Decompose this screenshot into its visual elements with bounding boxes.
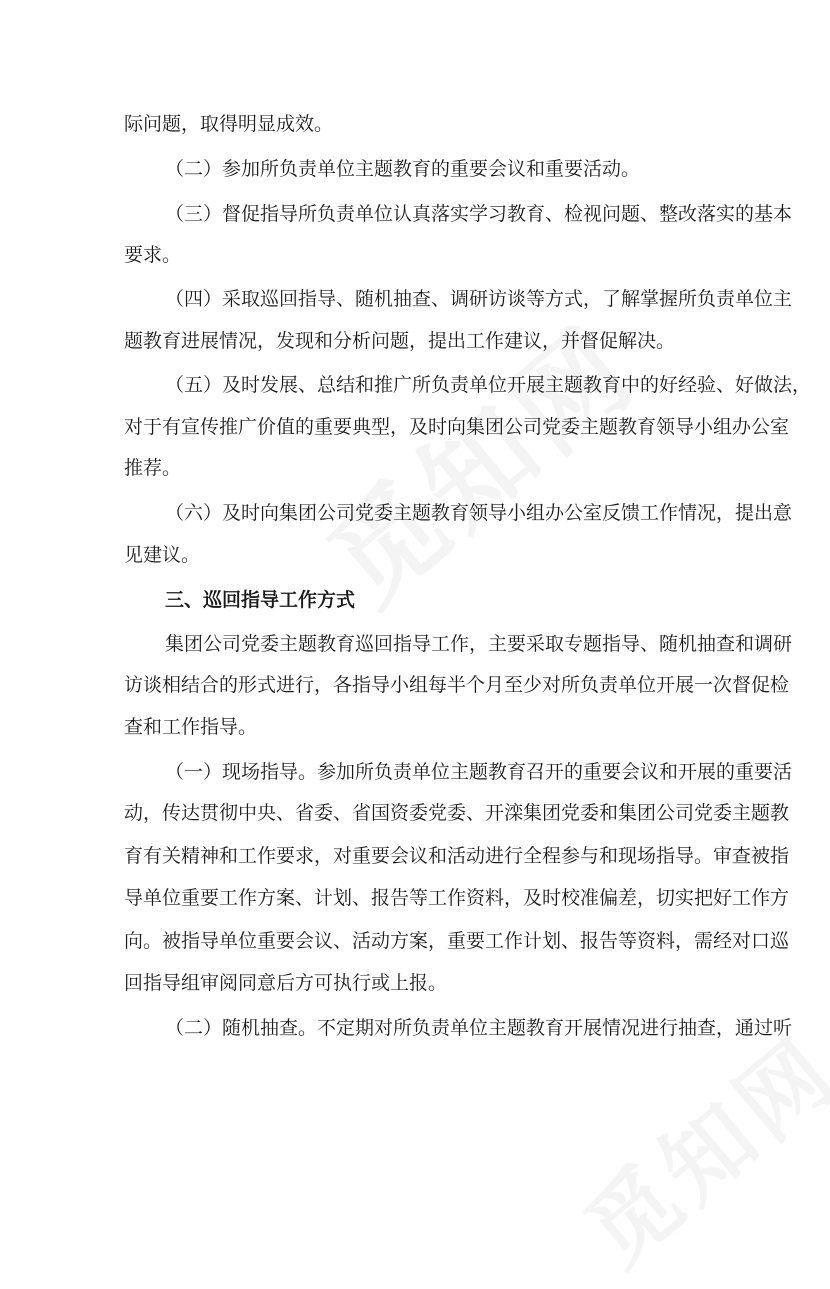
text-line: （三）督促指导所负责单位认真落实学习教育、检视问题、整改落实的基本: [165, 203, 793, 225]
text-line: （一）现场指导。参加所负责单位主题教育召开的重要会议和开展的重要活: [165, 761, 793, 783]
watermark: [553, 1001, 830, 1289]
text-line: 题教育进展情况，发现和分析问题，提出工作建议，并督促解决。: [124, 330, 676, 352]
text-line: 际问题，取得明显成效。: [124, 113, 334, 135]
text-line: （二）随机抽查。不定期对所负责单位主题教育开展情况进行抽查，通过听: [165, 1017, 793, 1039]
text-line: 导单位重要工作方案、计划、报告等工作资料，及时校准偏差，切实把好工作方: [124, 887, 790, 909]
text-line: 访谈相结合的形式进行，各指导小组每半个月至少对所负责单位开展一次督促检: [124, 674, 790, 696]
text-line: 要求。: [124, 244, 182, 266]
text-line: （六）及时向集团公司党委主题教育领导小组办公室反馈工作情况，提出意: [165, 502, 793, 524]
text-line: 育有关精神和工作要求，对重要会议和活动进行全程参与和现场指导。审查被指: [124, 845, 790, 867]
text-line: 对于有宣传推广价值的重要典型，及时向集团公司党委主题教育领导小组办公室: [124, 416, 790, 438]
text-line: 见建议。: [124, 544, 201, 566]
text-line: 向。被指导单位重要会议、活动方案，重要工作计划、报告等资料，需经对口巡: [124, 930, 790, 952]
text-line: 回指导组审阅同意后方可执行或上报。: [124, 972, 448, 994]
text-line: 集团公司党委主题教育巡回指导工作，主要采取专题指导、随机抽查和调研: [165, 633, 793, 655]
section-heading: 三、巡回指导工作方式: [165, 589, 356, 611]
text-line: （四）采取巡回指导、随机抽查、调研访谈等方式，了解掌握所负责单位主: [165, 288, 793, 310]
text-line: 推荐。: [124, 457, 182, 479]
text-line: 查和工作指导。: [124, 716, 258, 738]
text-line: （二）参加所负责单位主题教育的重要会议和重要活动。: [165, 158, 641, 180]
text-line: （五）及时发展、总结和推广所负责单位开展主题教育中的好经验、好做法，: [165, 374, 812, 396]
text-line: 动，传达贯彻中央、省委、省国资委党委、开滦集团党委和集团公司党委主题教: [124, 802, 790, 824]
